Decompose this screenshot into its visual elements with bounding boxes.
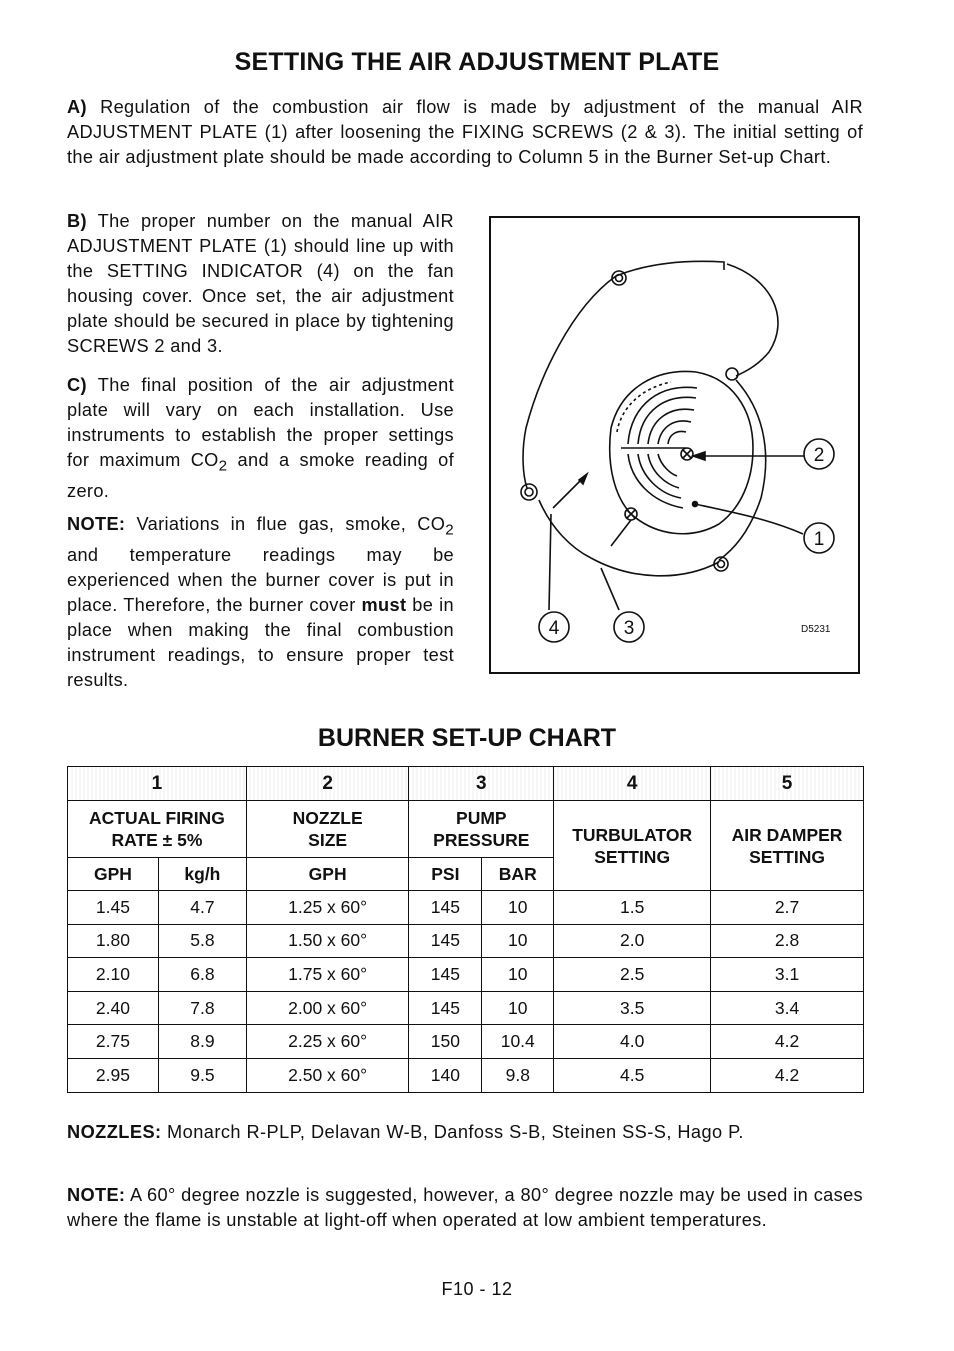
table-cell: 10 — [482, 891, 554, 925]
table-cell: 1.50 x 60° — [246, 924, 409, 958]
table-cell: 2.25 x 60° — [246, 1025, 409, 1059]
callout-1: 1 — [813, 529, 825, 550]
table-body — [68, 891, 864, 1093]
header-pump-pressure — [409, 801, 554, 858]
table-cell: 2.95 — [68, 1058, 159, 1092]
nozzles-paragraph — [67, 1120, 867, 1145]
table-cell: 1.25 x 60° — [246, 891, 409, 925]
table-cell: 6.8 — [158, 958, 246, 992]
table-cell: 145 — [409, 924, 482, 958]
note-subscript: 2 — [445, 521, 454, 539]
header-air-damper-text: AIR DAMPER SETTING — [731, 824, 843, 867]
paragraph-a-text: Regulation of the combustion air flow is made by adjustment of the manual AIR ADJUSTMENT PLATE (1) after loosening the FIXING SCREWS (2 & 3). The initial setting of the air adjustment plate should be made according to Column 5 in the Burner Set-up Chart. — [67, 97, 863, 167]
callout-4: 4 — [548, 618, 560, 639]
table-cell: 2.50 x 60° — [246, 1058, 409, 1092]
table-cell: 8.9 — [158, 1025, 246, 1059]
table-cell: 150 — [409, 1025, 482, 1059]
paragraph-b-text: The proper number on the manual AIR ADJUSTMENT PLATE (1) should line up with the SETTING INDICATOR (4) on the fan housing cover. Once set, the air adjustment plate should be secured in place by tightening SCREWS 2 and 3. — [67, 211, 454, 356]
header-nozzle-size-text: NOZZLE SIZE — [292, 808, 363, 850]
header-pump-pressure-text: PUMP PRESSURE — [433, 808, 530, 850]
paragraph-c-text-2: and a smoke reading of zero. — [67, 450, 454, 501]
header-firing-rate-text: ACTUAL FIRING RATE ± 5% — [89, 808, 225, 850]
table-cell: 7.8 — [158, 991, 246, 1025]
column-number-2: 2 — [246, 767, 409, 801]
note-paragraph — [67, 512, 454, 693]
callout-3: 3 — [623, 618, 635, 639]
column-number-3: 3 — [409, 767, 554, 801]
table-cell: 10 — [482, 991, 554, 1025]
paragraph-c-text-1: The final position of the air adjustment plate will vary on each installation. Use instruments to establish the proper settings for maximum CO — [67, 375, 454, 470]
table-cell: 2.00 x 60° — [246, 991, 409, 1025]
table-row — [68, 891, 864, 925]
header-turbulator — [554, 801, 711, 891]
paragraph-b-label: B) — [67, 211, 87, 231]
column-number-row — [68, 767, 864, 801]
subheader-gph: GPH — [68, 858, 159, 891]
table-row — [68, 991, 864, 1025]
paragraph-a-label: A) — [67, 97, 87, 117]
diagram-code: D5231 — [801, 624, 831, 635]
table-cell: 140 — [409, 1058, 482, 1092]
column-number-1: 1 — [68, 767, 247, 801]
page-title: SETTING THE AIR ADJUSTMENT PLATE — [234, 48, 720, 76]
table-cell: 2.7 — [711, 891, 864, 925]
header-turbulator-text: TURBULATOR SETTING — [572, 824, 693, 867]
table-cell: 145 — [409, 991, 482, 1025]
table-cell: 2.40 — [68, 991, 159, 1025]
table-row — [68, 1058, 864, 1092]
table-cell: 9.5 — [158, 1058, 246, 1092]
callout-2: 2 — [813, 445, 825, 466]
paragraph-b — [67, 209, 454, 359]
header-firing-rate — [68, 801, 247, 858]
table-row — [68, 924, 864, 958]
table-cell: 145 — [409, 891, 482, 925]
note-bold-must: must — [361, 594, 407, 615]
note-text-1: Variations in flue gas, smoke, CO — [136, 514, 446, 534]
column-number-4: 4 — [554, 767, 711, 801]
table-cell: 10 — [482, 924, 554, 958]
note2-paragraph — [67, 1183, 863, 1233]
table-cell: 1.75 x 60° — [246, 958, 409, 992]
table-cell: 2.10 — [68, 958, 159, 992]
table-cell: 4.2 — [711, 1025, 864, 1059]
page-number: F10 - 12 — [441, 1279, 513, 1299]
subheader-kgh: kg/h — [158, 858, 246, 891]
table-row — [68, 958, 864, 992]
header-nozzle-size — [246, 801, 409, 858]
table-cell: 2.0 — [554, 924, 711, 958]
column-number-5: 5 — [711, 767, 864, 801]
table-cell: 4.2 — [711, 1058, 864, 1092]
table-cell: 10.4 — [482, 1025, 554, 1059]
table-cell: 2.8 — [711, 924, 864, 958]
table-row — [68, 1025, 864, 1059]
header-air-damper — [711, 801, 864, 891]
note-label: NOTE: — [67, 514, 126, 534]
paragraph-c-subscript: 2 — [218, 457, 228, 475]
table-cell: 10 — [482, 958, 554, 992]
subheader-psi: PSI — [409, 858, 482, 891]
note2-text: A 60° degree nozzle is suggested, however, a 80° degree nozzle may be used in cases where the flame is unstable at light-off when operated at low ambient temperatures. — [67, 1185, 863, 1230]
subheader-bar: BAR — [482, 858, 554, 891]
header-row — [68, 801, 864, 858]
table-cell: 2.75 — [68, 1025, 159, 1059]
air-plate-diagram — [489, 216, 860, 674]
note-text-2: and temperature readings may be experienced when the burner cover is put in place. Therefore, the burner cover — [67, 544, 454, 615]
fan-housing-drawing — [491, 218, 862, 676]
table-cell: 145 — [409, 958, 482, 992]
note-text-3: be in place when making the final combustion instrument readings, to ensure proper test results. — [67, 594, 454, 690]
table-cell: 9.8 — [482, 1058, 554, 1092]
table-cell: 3.4 — [711, 991, 864, 1025]
note2-label: NOTE: — [67, 1185, 126, 1205]
burner-setup-table — [67, 766, 864, 1093]
paragraph-c — [67, 373, 454, 504]
table-cell: 1.5 — [554, 891, 711, 925]
table-cell: 3.1 — [711, 958, 864, 992]
chart-title: BURNER SET-UP CHART — [317, 724, 617, 752]
table-cell: 5.8 — [158, 924, 246, 958]
paragraph-a — [67, 95, 863, 170]
table-cell: 1.45 — [68, 891, 159, 925]
table-cell: 4.0 — [554, 1025, 711, 1059]
table-cell: 1.80 — [68, 924, 159, 958]
table-cell: 4.7 — [158, 891, 246, 925]
table-cell: 2.5 — [554, 958, 711, 992]
paragraph-c-label: C) — [67, 375, 87, 395]
table-cell: 4.5 — [554, 1058, 711, 1092]
nozzles-text: Monarch R-PLP, Delavan W-B, Danfoss S-B, Steinen SS-S, Hago P. — [167, 1122, 744, 1142]
table-cell: 3.5 — [554, 991, 711, 1025]
nozzles-label: NOZZLES: — [67, 1122, 162, 1142]
subheader-nozzle-gph: GPH — [246, 858, 409, 891]
